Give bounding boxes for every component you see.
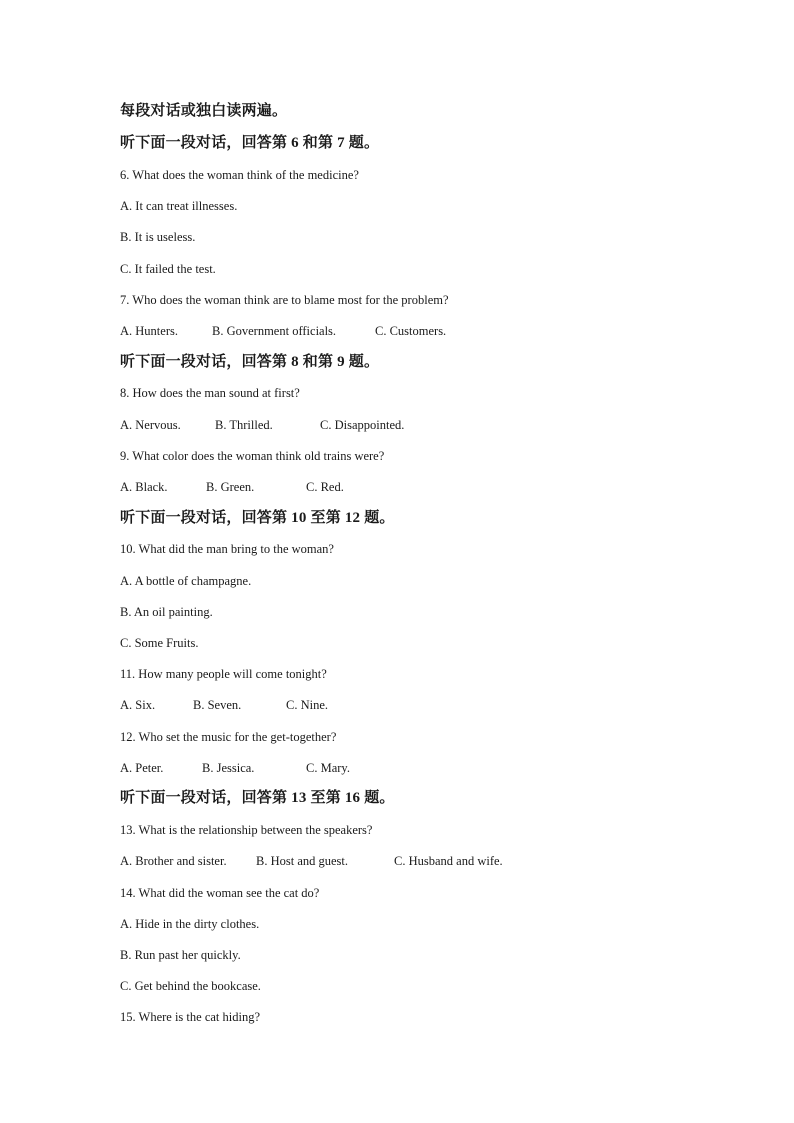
option-text: A. Black.: [120, 480, 168, 494]
option-text: B. Seven.: [193, 698, 242, 712]
section-heading: 听下面一段对话，回答第 8 和第 9 题。: [120, 354, 380, 370]
option-text: B. It is useless.: [120, 230, 196, 244]
question-text: 13. What is the relationship between the speakers?: [120, 823, 373, 837]
question-text: 9. What color does the woman think old trains were?: [120, 449, 385, 463]
option-text: B. Jessica.: [202, 761, 255, 775]
question-text: 12. Who set the music for the get-together?: [120, 730, 337, 744]
option-text: A. A bottle of champagne.: [120, 574, 252, 588]
question-text: 7. Who does the woman think are to blame most for the problem?: [120, 293, 449, 307]
option-text: C. Customers.: [375, 324, 447, 338]
option-text: A. Brother and sister.: [120, 854, 227, 868]
section-heading: 听下面一段对话，回答第 10 至第 12 题。: [120, 510, 395, 526]
question-text: 15. Where is the cat hiding?: [120, 1010, 261, 1024]
section-heading: 听下面一段对话，回答第 13 至第 16 题。: [120, 790, 395, 806]
option-text: B. Green.: [206, 480, 255, 494]
option-text: C. Get behind the bookcase.: [120, 979, 261, 993]
option-text: A. Six.: [120, 698, 156, 712]
option-text: B. Host and guest.: [256, 854, 349, 868]
question-text: 14. What did the woman see the cat do?: [120, 886, 320, 900]
question-text: 8. How does the man sound at first?: [120, 386, 300, 400]
option-text: B. Run past her quickly.: [120, 948, 241, 962]
option-text: C. Disappointed.: [320, 418, 405, 432]
option-text: C. Red.: [306, 480, 344, 494]
option-text: B. An oil painting.: [120, 605, 213, 619]
question-text: 10. What did the man bring to the woman?: [120, 542, 334, 556]
option-text: A. Nervous.: [120, 418, 181, 432]
option-text: A. Hunters.: [120, 324, 178, 338]
option-text: C. It failed the test.: [120, 262, 216, 276]
option-text: C. Husband and wife.: [394, 854, 503, 868]
intro-text: 每段对话或独白读两遍。: [120, 103, 288, 119]
option-text: C. Nine.: [286, 698, 329, 712]
question-text: 11. How many people will come tonight?: [120, 667, 327, 681]
section-heading: 听下面一段对话，回答第 6 和第 7 题。: [120, 135, 380, 151]
option-text: A. Peter.: [120, 761, 164, 775]
option-text: C. Mary.: [306, 761, 350, 775]
option-text: C. Some Fruits.: [120, 636, 199, 650]
option-text: A. Hide in the dirty clothes.: [120, 917, 260, 931]
question-text: 6. What does the woman think of the medicine?: [120, 168, 359, 182]
option-text: A. It can treat illnesses.: [120, 199, 238, 213]
option-text: B. Government officials.: [212, 324, 337, 338]
option-text: B. Thrilled.: [215, 418, 273, 432]
